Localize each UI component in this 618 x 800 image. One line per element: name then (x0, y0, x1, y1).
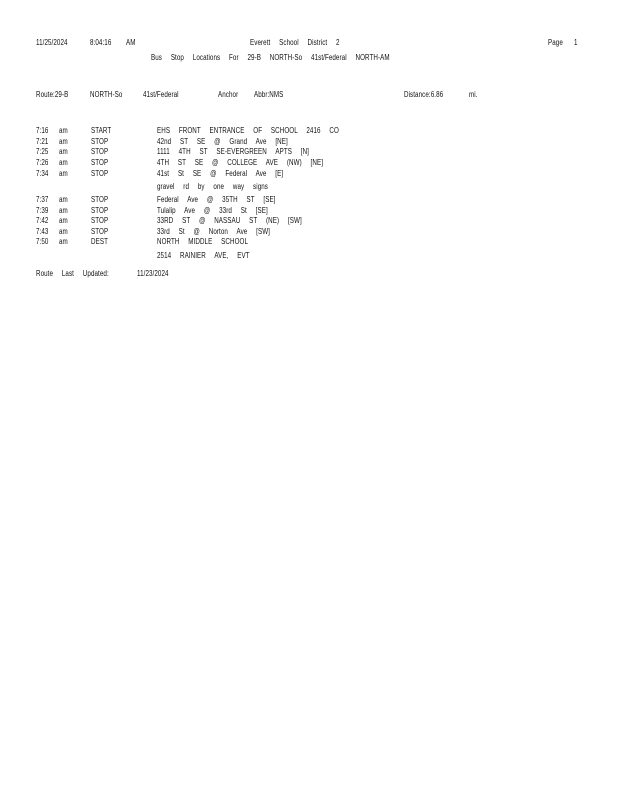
stop-ampm: am (59, 169, 68, 178)
report-subtitle: Bus Stop Locations For 29-B NORTH-So 41st/Federal NORTH-AM (151, 53, 390, 62)
stop-time: 7:34 (36, 169, 49, 178)
stop-ampm: am (59, 137, 68, 146)
stop-time: 7:25 (36, 147, 49, 156)
distance-unit: mi. (469, 90, 478, 99)
stop-location: Tulalip Ave @ 33rd St [SE] (157, 206, 268, 215)
stop-ampm: am (59, 195, 68, 204)
stop-type: STOP (91, 227, 109, 236)
stop-ampm: am (59, 126, 68, 135)
stop-ampm: am (59, 216, 68, 225)
stop-location: Federal Ave @ 35TH ST [SE] (157, 195, 276, 204)
stop-location: 41st St SE @ Federal Ave [E] (157, 169, 284, 178)
last-updated-date: 11/23/2024 (137, 269, 169, 278)
stop-type: STOP (91, 137, 109, 146)
stop-note: gravel rd by one way signs (157, 182, 269, 191)
stop-location: 33rd St @ Norton Ave [SW] (157, 227, 270, 236)
report-time: 8:04:16 (90, 38, 112, 47)
stop-type: STOP (91, 169, 109, 178)
stop-ampm: am (59, 158, 68, 167)
stop-ampm: am (59, 147, 68, 156)
stop-type: STOP (91, 206, 109, 215)
stop-time: 7:26 (36, 158, 49, 167)
stop-time: 7:21 (36, 137, 49, 146)
page-number: 1 (574, 38, 578, 47)
report-date: 11/25/2024 (36, 38, 68, 47)
stop-location: 33RD ST @ NASSAU ST (NE) [SW] (157, 216, 302, 225)
stop-time: 7:43 (36, 227, 49, 236)
stop-time: 7:42 (36, 216, 49, 225)
route-direction: NORTH-So (90, 90, 123, 99)
stop-location: 1111 4TH ST SE-EVERGREEN APTS [N] (157, 147, 310, 156)
stop-time: 7:16 (36, 126, 49, 135)
route-id: Route:29-B (36, 90, 69, 99)
stop-ampm: am (59, 227, 68, 236)
stop-location: EHS FRONT ENTRANCE OF SCHOOL 2416 CO (157, 126, 339, 135)
school-abbr: Abbr:NMS (254, 90, 284, 99)
district-title: Everett School District 2 (250, 38, 340, 47)
stop-location: 42nd ST SE @ Grand Ave [NE] (157, 137, 288, 146)
stop-type: DEST (91, 237, 108, 246)
report-ampm: AM (126, 38, 136, 47)
stop-ampm: am (59, 206, 68, 215)
stop-location: 4TH ST SE @ COLLEGE AVE (NW) [NE] (157, 158, 324, 167)
stop-type: STOP (91, 216, 109, 225)
stop-type: STOP (91, 158, 109, 167)
stop-time: 7:39 (36, 206, 49, 215)
stop-type: STOP (91, 147, 109, 156)
route-name: 41st/Federal (143, 90, 179, 99)
anchor-label: Anchor (218, 90, 239, 99)
stop-address: 2514 RAINIER AVE, EVT (157, 251, 250, 260)
page-label: Page (548, 38, 563, 47)
stop-location: NORTH MIDDLE SCHOOL (157, 237, 248, 246)
stop-type: START (91, 126, 112, 135)
last-updated-label: Route Last Updated: (36, 269, 109, 278)
route-distance: Distance:6.86 (404, 90, 444, 99)
stop-time: 7:37 (36, 195, 49, 204)
stop-ampm: am (59, 237, 68, 246)
stop-type: STOP (91, 195, 109, 204)
stop-time: 7:50 (36, 237, 49, 246)
